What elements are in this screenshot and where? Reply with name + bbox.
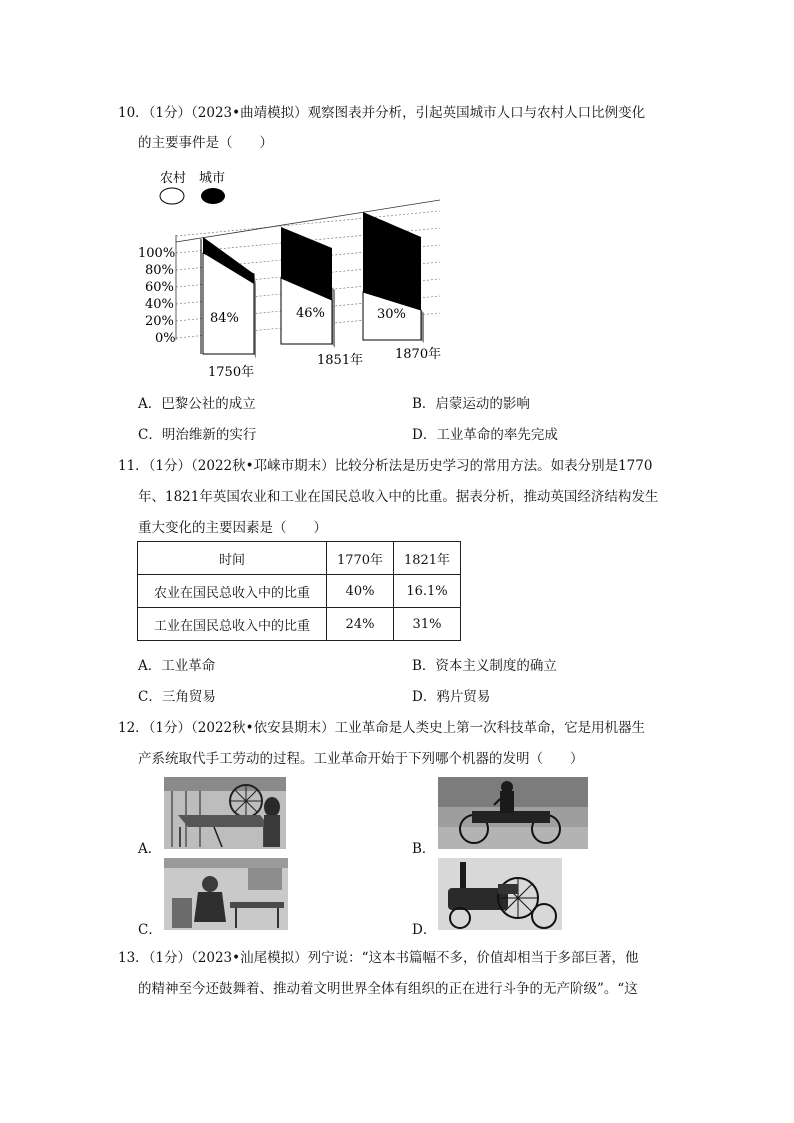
table-cell: 24% <box>327 608 394 641</box>
ytick-40: 40% <box>145 297 174 312</box>
q10-option-b[interactable]: B．启蒙运动的影响 <box>412 396 530 412</box>
bar-1750-label: 84% <box>210 311 239 326</box>
bar-1851-label: 46% <box>296 306 325 321</box>
q10-option-d[interactable]: D．工业革命的率先完成 <box>412 427 558 443</box>
ytick-100: 100% <box>138 246 176 261</box>
early-car-image[interactable] <box>438 777 588 849</box>
table-header-row <box>138 542 461 575</box>
q13-stem-line2: 的精神至今还鼓舞着、推动着文明世界全体有组织的正在进行斗争的无产阶级”。“这 <box>138 981 638 997</box>
q12-stem-line2: 产系统取代手工劳动的过程。工业革命开始于下列哪个机器的发明（ ） <box>138 751 584 767</box>
ytick-80: 80% <box>145 263 174 278</box>
legend-rural-label: 农村 <box>160 171 187 186</box>
q12-option-d[interactable]: D． <box>412 922 437 938</box>
table-cell: 40% <box>327 575 394 608</box>
q11-option-b[interactable]: B．资本主义制度的确立 <box>412 658 557 674</box>
q11-stem-line1: 11．（1分）（2022秋•邛崃市期末）比较分析法是历史学习的常用方法。如表分别是1770 <box>118 458 653 474</box>
q10-stem-line2: 的主要事件是（ ） <box>138 135 273 151</box>
bar-1750 <box>201 237 256 359</box>
ytick-0: 0% <box>155 331 176 346</box>
table-cell: 农业在国民总收入中的比重 <box>138 575 327 608</box>
legend-urban-swatch <box>201 188 225 204</box>
q10-option-a[interactable]: A．巴黎公社的成立 <box>138 396 256 412</box>
population-chart <box>130 160 450 385</box>
ratio-table <box>137 541 461 641</box>
q12-option-c[interactable]: C． <box>138 922 162 938</box>
table-cell: 16.1% <box>394 575 461 608</box>
table-row <box>138 575 461 608</box>
q10-stem-line1: 10．（1分）（2023•曲靖模拟）观察图表并分析，引起英国城市人口与农村人口比例变化 <box>118 105 646 121</box>
q11-option-c[interactable]: C．三角贸易 <box>138 689 216 705</box>
table-header: 时间 <box>138 542 327 575</box>
bar-1870-label: 30% <box>377 307 406 322</box>
q12-option-a[interactable]: A． <box>138 841 162 857</box>
bar-1870 <box>363 212 424 343</box>
year-1750: 1750年 <box>208 365 255 380</box>
spinning-jenny-image[interactable] <box>164 777 286 849</box>
q13-stem-line1: 13．（1分）（2023•汕尾模拟）列宁说：“这本书篇幅不多，价值却相当于多部巨著，他 <box>118 950 639 966</box>
q11-stem-line2: 年、1821年英国农业和工业在国民总收入中的比重。据表分析，推动英国经济结构发生 <box>138 489 659 505</box>
table-header: 1770年 <box>327 542 394 575</box>
table-header: 1821年 <box>394 542 461 575</box>
table-cell: 工业在国民总收入中的比重 <box>138 608 327 641</box>
year-1870: 1870年 <box>395 347 442 362</box>
q12-stem-line1: 12．（1分）（2022秋•依安县期末）工业革命是人类史上第一次科技革命，它是用机器生 <box>118 720 646 736</box>
table-cell: 31% <box>394 608 461 641</box>
bar-1851 <box>281 227 335 348</box>
legend-urban-label: 城市 <box>199 171 226 186</box>
table-row <box>138 608 461 641</box>
q11-stem-line3: 重大变化的主要因素是（ ） <box>138 520 327 536</box>
ytick-20: 20% <box>145 314 174 329</box>
year-1851: 1851年 <box>317 353 364 368</box>
q11-option-d[interactable]: D．鸦片贸易 <box>412 689 491 705</box>
q12-option-b[interactable]: B． <box>412 841 436 857</box>
steam-engine-image[interactable] <box>438 858 562 930</box>
q10-option-c[interactable]: C．明治维新的实行 <box>138 427 257 443</box>
legend-rural-swatch <box>160 188 184 204</box>
q11-option-a[interactable]: A．工业革命 <box>138 658 216 674</box>
water-frame-image[interactable] <box>164 858 288 930</box>
ytick-60: 60% <box>145 280 174 295</box>
